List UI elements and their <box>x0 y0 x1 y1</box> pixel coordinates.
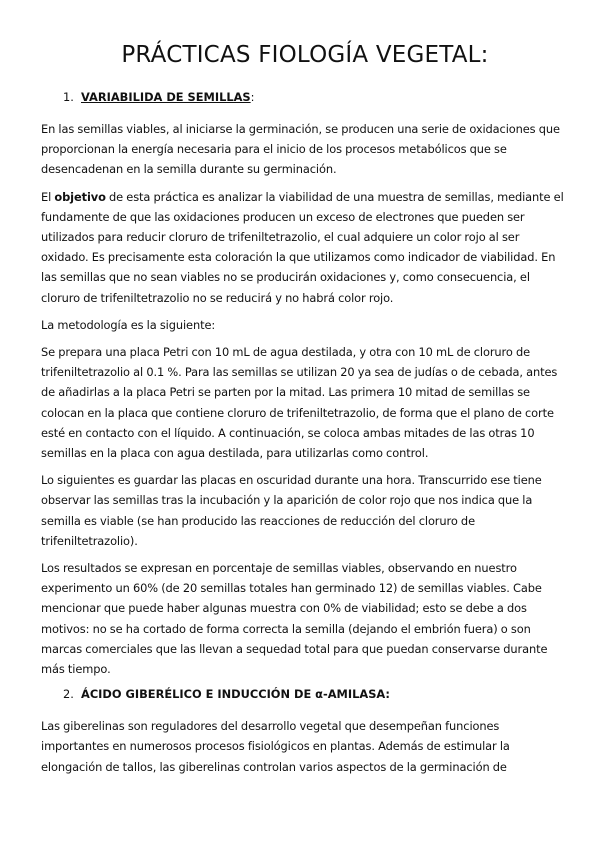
paragraph: Las giberelinas son reguladores del desarrollo vegetal que desempeñan funciones importantes en numerosos procesos fisiológicos en plantas. Además de estimular la elongación de tallos, las giberelinas controlan varios aspectos de la germinación de <box>41 719 510 774</box>
section-title: VARIABILIDA DE SEMILLAS <box>81 90 251 104</box>
text-rest: de esta práctica es analizar la viabilidad de una muestra de semillas, mediante el fundamente de que las oxidaciones producen un exceso de electrones que pueden ser utilizados para reducir cloruro de trifeniltetrazolio, el cual adquiere un color rojo al ser oxidado. Es precisamente esta coloración la que utilizamos como indicador de viabilidad. En las semillas que no sean viables no se producirán oxidaciones y, como consecuencia, el cloruro de trifeniltetrazolio no se reducirá y no habrá color rojo. <box>41 189 564 305</box>
page-title: PRÁCTICAS FIOLOGÍA VEGETAL: <box>121 42 489 68</box>
paragraph: En las semillas viables, al iniciarse la germinación, se producen una serie de oxidaciones que proporcionan la energía necesaria para el inicio de los procesos metabólicos que se desencadenan en la semilla durante su germinación. <box>41 122 560 177</box>
paragraph: La metodología es la siguiente: <box>41 317 216 332</box>
heading-colon: : <box>250 90 255 104</box>
section-heading-2 <box>41 686 569 702</box>
section-title: ÁCIDO GIBERÉLICO E INDUCCIÓN DE α-AMILASA: <box>81 687 390 702</box>
section-number: 2. <box>63 687 74 702</box>
section-number: 1. <box>63 90 74 104</box>
bold-keyword: objetivo <box>54 189 106 204</box>
section-heading-1 <box>41 89 569 105</box>
text-prefix: El <box>41 189 55 204</box>
paragraph: Se prepara una placa Petri con 10 mL de agua destilada, y otra con 10 mL de cloruro de trifeniltetrazolio al 0.1 %. Para las semillas se utilizan 20 ya sea de judías o de cebada, antes de añadirlas a la placa Petri se parten por la mitad. Las primera 10 mitad de semillas se colocan en la placa que contiene cloruro de trifeniltetrazolio, de forma que el plano de corte esté en contacto con el líquido. A continuación, se coloca ambas mitades de las otras 10 semillas en la placa con agua destilada, para utilizarlas como control. <box>41 345 558 461</box>
paragraph: Lo siguientes es guardar las placas en oscuridad durante una hora. Transcurrido ese tiene observar las semillas tras la incubación y la aparición de color rojo que nos indica que la semilla es viable (se han producido las reacciones de reducción del cloruro de trifeniltetrazolio). <box>41 473 542 548</box>
paragraph-objective <box>41 187 569 308</box>
paragraph: Los resultados se expresan en porcentaje de semillas viables, observando en nuestro experimento un 60% (de 20 semillas totales han germinado 12) de semillas viables. Cabe mencionar que puede haber algunas muestra con 0% de viabilidad; esto se debe a dos motivos: no se ha cortado de forma correcta la semilla (dejando el embrión fuera) o son marcas comerciales que las llevan a sequedad total para que puedan conservarse durante más tiempo. <box>41 561 548 677</box>
